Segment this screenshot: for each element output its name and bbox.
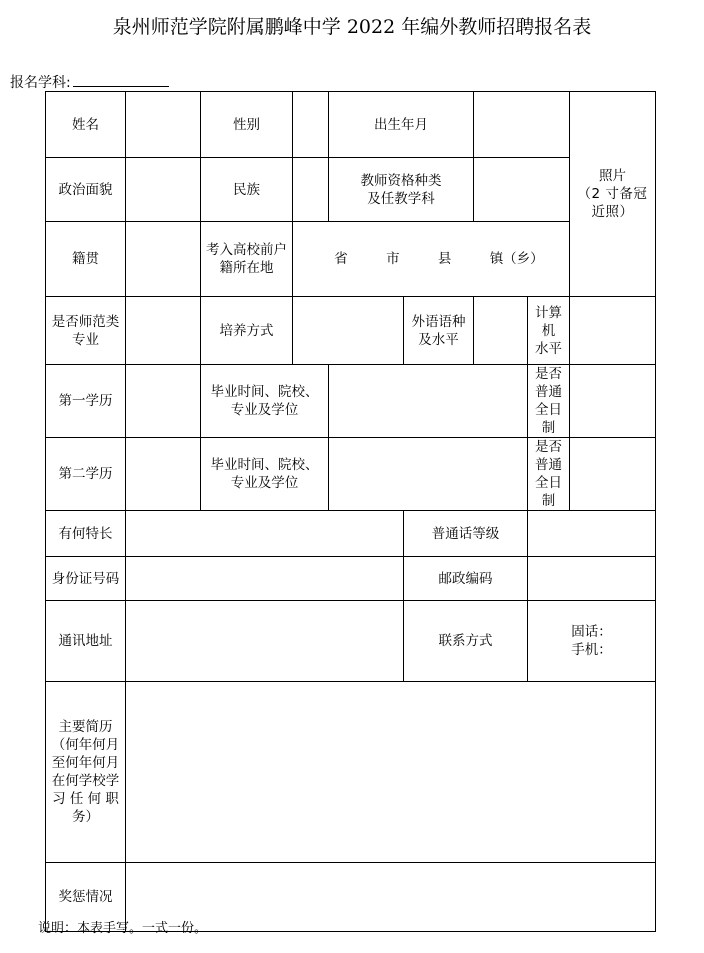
cert-label-line1: 教师资格种类 [360, 172, 442, 189]
birth-cell[interactable] [474, 92, 570, 158]
normal-label-line1: 是否师范类 [51, 313, 120, 330]
address-cell[interactable] [126, 601, 404, 682]
edu1-grad-label [201, 365, 329, 438]
political-label: 政治面貌 [46, 158, 126, 222]
political-cell[interactable] [126, 158, 201, 222]
row-specialty [46, 511, 656, 557]
resume-cell[interactable] [126, 682, 656, 863]
phone-label: 固话： [571, 624, 612, 640]
edu1-fulltime-label [528, 365, 570, 438]
edu1-fulltime-cell[interactable] [570, 365, 656, 438]
edu1-fulltime-line1: 是否普通 [535, 366, 562, 400]
form-title: 泉州师范学院附属鹏峰中学 2022 年编外教师招聘报名表 [112, 16, 592, 38]
edu2-fulltime-label [528, 438, 570, 511]
row-resume [46, 682, 656, 863]
edu1-fulltime-line2: 全日制 [535, 402, 562, 436]
training-cell[interactable] [293, 297, 404, 365]
mobile-label: 手机： [571, 642, 612, 658]
edu2-grad-line2: 专业及学位 [230, 475, 299, 491]
resume-label-line5: 习 任 何 职 [52, 791, 119, 807]
computer-label-line1: 计算机 [535, 304, 562, 339]
gender-label: 性别 [201, 92, 293, 158]
edu1-grad-cell[interactable] [329, 365, 528, 438]
contact-cell[interactable] [528, 601, 656, 682]
edu2-fulltime-cell[interactable] [570, 438, 656, 511]
photo-spec: （2 寸备冠近照） [577, 186, 648, 220]
native-label: 籍贯 [46, 222, 126, 297]
hukou-label [201, 222, 293, 297]
resume-label-line2: （何年何月 [51, 737, 120, 753]
city-label: 市 [386, 251, 400, 267]
edu2-grad-cell[interactable] [329, 438, 528, 511]
name-label: 姓名 [46, 92, 126, 158]
resume-label [46, 682, 126, 863]
row-id [46, 557, 656, 601]
row-address [46, 601, 656, 682]
postcode-cell[interactable] [528, 557, 656, 601]
contact-label: 联系方式 [404, 601, 528, 682]
id-cell[interactable] [126, 557, 404, 601]
cert-label-line2: 及任教学科 [367, 190, 435, 207]
edu1-grad-line2: 专业及学位 [230, 402, 299, 418]
normal-cell[interactable] [126, 297, 201, 365]
row-basic-1 [46, 92, 656, 158]
postcode-label: 邮政编码 [404, 557, 528, 601]
subject-label: 报名学科: [10, 75, 71, 91]
computer-label-line2: 水平 [535, 340, 562, 357]
row-edu2 [46, 438, 656, 511]
edu2-grad-label [201, 438, 329, 511]
resume-label-line3: 至何年何月 [51, 755, 120, 771]
edu1-cell[interactable] [126, 365, 201, 438]
row-edu1 [46, 365, 656, 438]
edu2-label: 第二学历 [46, 438, 126, 511]
native-cell[interactable] [126, 222, 201, 297]
edu2-grad-line1: 毕业时间、院校、 [210, 457, 319, 473]
resume-label-line6: 务） [72, 809, 99, 825]
row-normal [46, 297, 656, 365]
edu2-fulltime-line2: 全日制 [535, 475, 562, 509]
computer-cell[interactable] [570, 297, 656, 365]
mandarin-cell[interactable] [528, 511, 656, 557]
cert-cell[interactable] [474, 158, 570, 222]
photo-cell[interactable] [570, 92, 656, 297]
province-label: 省 [334, 251, 348, 267]
town-label: 镇（乡） [489, 251, 544, 267]
lang-label [404, 297, 474, 365]
subject-input-line[interactable] [73, 72, 169, 87]
cert-label [329, 158, 474, 222]
edu1-label: 第一学历 [46, 365, 126, 438]
computer-label [528, 297, 570, 365]
hukou-cell[interactable] [293, 222, 570, 297]
normal-label [46, 297, 126, 365]
hukou-label-line2: 籍所在地 [219, 260, 274, 276]
registration-form-table [45, 91, 656, 932]
training-label: 培养方式 [201, 297, 293, 365]
lang-label-line1: 外语语种 [411, 313, 466, 330]
awards-label: 奖惩情况 [46, 863, 126, 932]
name-cell[interactable] [126, 92, 201, 158]
photo-label: 照片 [599, 168, 626, 184]
edu2-cell[interactable] [126, 438, 201, 511]
ethnicity-cell[interactable] [293, 158, 329, 222]
specialty-label: 有何特长 [46, 511, 126, 557]
edu2-fulltime-line1: 是否普通 [535, 439, 562, 473]
subject-field [10, 72, 169, 92]
birth-label: 出生年月 [329, 92, 474, 158]
lang-cell[interactable] [474, 297, 528, 365]
form-note: 说明：本表手写。一式一份。 [38, 921, 208, 936]
id-label: 身份证号码 [46, 557, 126, 601]
mandarin-label: 普通话等级 [404, 511, 528, 557]
row-native [46, 222, 656, 297]
specialty-cell[interactable] [126, 511, 404, 557]
gender-cell[interactable] [293, 92, 329, 158]
county-label: 县 [437, 251, 452, 267]
hukou-label-line1: 考入高校前户 [206, 242, 287, 258]
resume-label-line1: 主要简历 [58, 719, 113, 735]
lang-label-line2: 及水平 [418, 331, 459, 348]
address-label: 通讯地址 [46, 601, 126, 682]
row-basic-2 [46, 158, 656, 222]
edu1-grad-line1: 毕业时间、院校、 [210, 384, 319, 400]
normal-label-line2: 专业 [72, 331, 99, 348]
ethnicity-label: 民族 [201, 158, 293, 222]
resume-label-line4: 在何学校学 [51, 773, 120, 789]
